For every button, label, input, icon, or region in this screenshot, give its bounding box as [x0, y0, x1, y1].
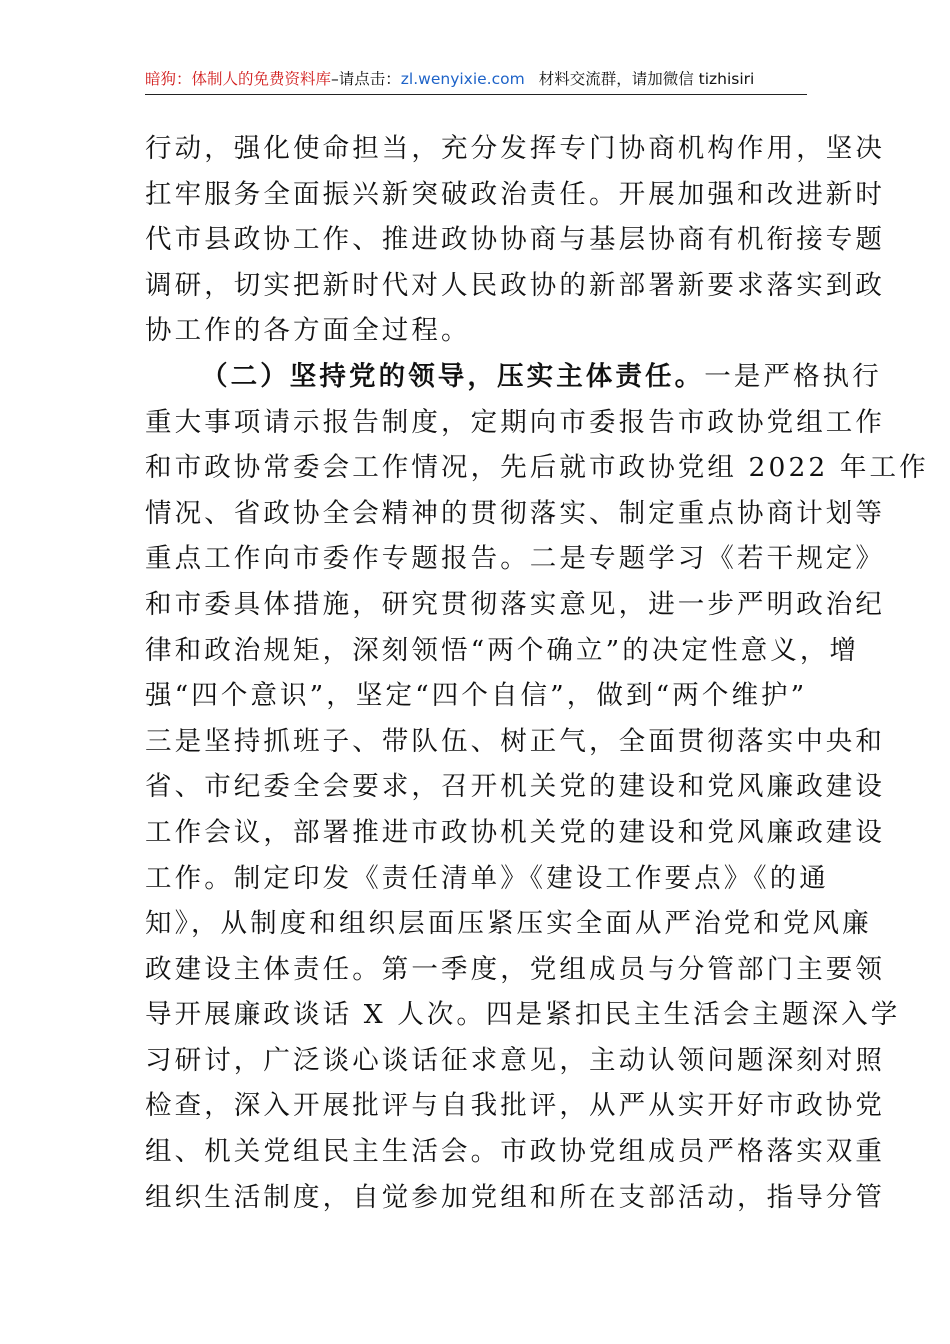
header-site-name: 暗狗：体制人的免费资料库 [145, 70, 332, 88]
paragraph-2 [145, 354, 929, 1220]
header-click-prompt: –请点击： [331, 70, 401, 88]
paragraph-line: 检查，深入开展批评与自我批评，从严从实开好市政协党 [145, 1090, 885, 1122]
paragraph-line: 和市政协常委会工作情况，先后就市政协党组 2022 年工作 [145, 452, 929, 484]
paragraph-line: 代市县政协工作、推进政协协商与基层协商有机衔接专题 [145, 224, 885, 256]
paragraph-first-line [145, 354, 882, 400]
header-url-link[interactable]: zl.wenyixie.com [400, 70, 525, 88]
paragraph-line-rest: 一是严格执行 [704, 360, 882, 392]
paragraph-line: 政建设主体责任。第一季度，党组成员与分管部门主要领 [145, 953, 885, 985]
document-body [145, 126, 929, 1220]
paragraph-line: 情况、省政协全会精神的贯彻落实、制定重点协商计划等 [145, 497, 885, 529]
paragraph-line: 协工作的各方面全过程。 [145, 315, 471, 347]
paragraph-line: 重点工作向市委作专题报告。二是专题学习《若干规定》 [145, 543, 885, 575]
paragraph-line: 导开展廉政谈话 X 人次。四是紧扣民主生活会主题深入学 [145, 999, 901, 1031]
paragraph-line: 习研讨，广泛谈心谈话征求意见，主动认领问题深刻对照 [145, 1044, 885, 1076]
paragraph-line: 三是坚持抓班子、带队伍、树正气，全面贯彻落实中央和 [145, 725, 885, 757]
paragraph-line: 工作会议，部署推进市政协机关党的建设和党风廉政建设 [145, 816, 885, 848]
paragraph-line: 省、市纪委全会要求，召开机关党的建设和党风廉政建设 [145, 771, 885, 803]
paragraph-line: 扛牢服务全面振兴新突破政治责任。开展加强和改进新时 [145, 178, 885, 210]
section-heading: （二）坚持党的领导，压实主体责任。 [201, 360, 705, 392]
paragraph-1 [145, 126, 885, 354]
paragraph-line: 行动，强化使命担当，充分发挥专门协商机构作用，坚决 [145, 133, 885, 164]
paragraph-line: 知》，从制度和组织层面压紧压实全面从严治党和党风廉 [145, 908, 872, 940]
paragraph-line: 调研，切实把新时代对人民政协的新部署新要求落实到政 [145, 269, 885, 301]
header-wechat-note: 材料交流群，请加微信 tizhisiri [538, 70, 755, 88]
paragraph-line: 强“四个意识”，坚定“四个自信”，做到“两个维护” [145, 680, 808, 712]
paragraph-line: 和市委具体措施，研究贯彻落实意见，进一步严明政治纪 [145, 588, 885, 620]
paragraph-line: 律和政治规矩，深刻领悟“两个确立”的决定性意义，增 [145, 634, 860, 666]
paragraph-line: 组、机关党组民主生活会。市政协党组成员严格落实双重 [145, 1136, 885, 1168]
paragraph-line: 工作。制定印发《责任清单》《建设工作要点》《的通 [145, 862, 829, 894]
paragraph-line: 重大事项请示报告制度，定期向市委报告市政协党组工作 [145, 406, 885, 438]
page-header [145, 66, 807, 95]
paragraph-line: 组织生活制度，自觉参加党组和所在支部活动，指导分管 [145, 1181, 885, 1213]
